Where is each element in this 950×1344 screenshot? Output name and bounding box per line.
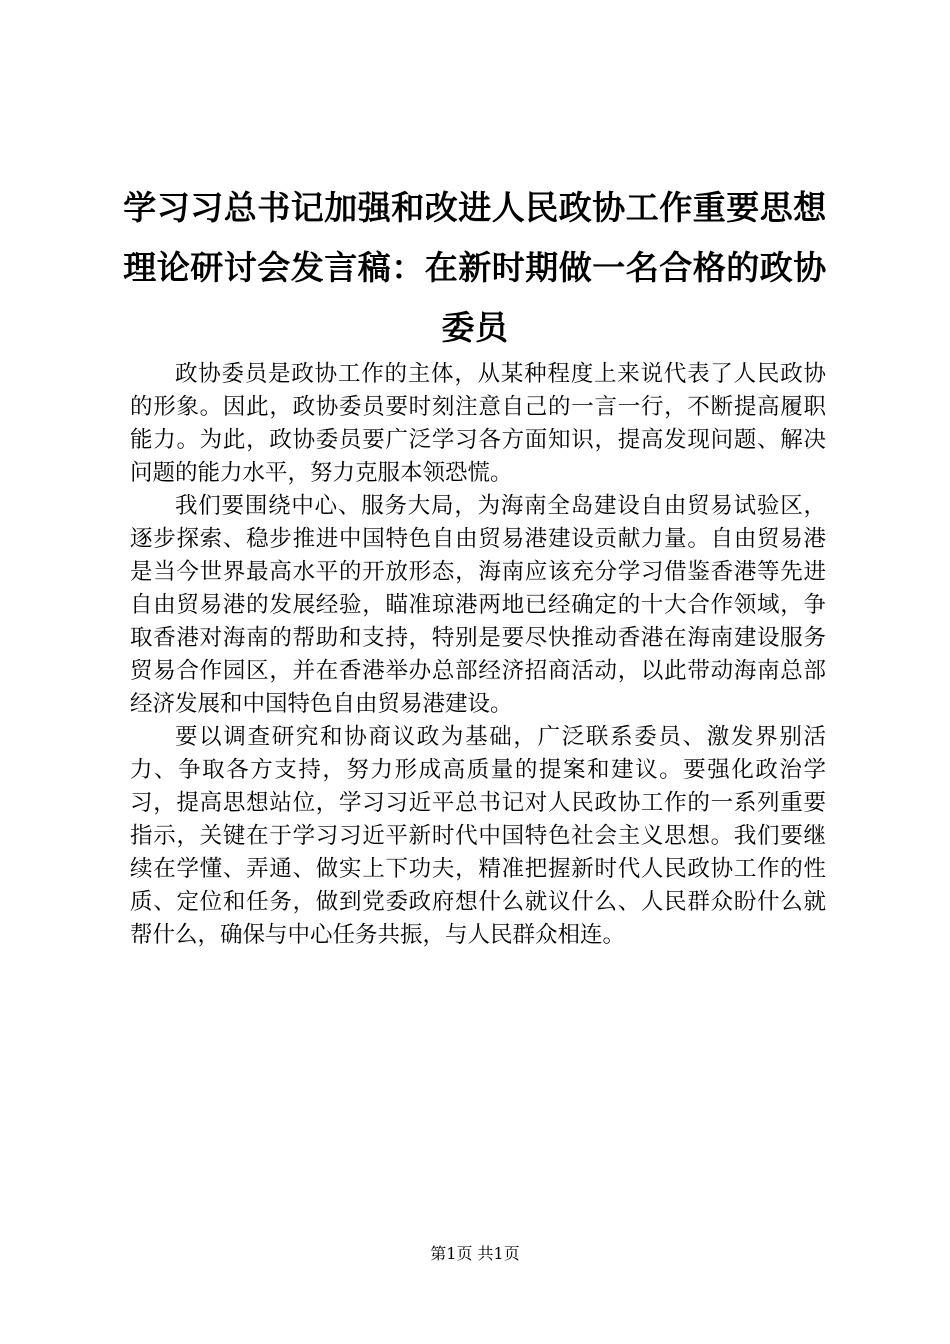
page-footer: 第1页 共1页	[430, 1244, 520, 1263]
paragraph-2: 我们要围绕中心、服务大局，为海南全岛建设自由贸易试验区，逐步探索、稳步推进中国特色自由贸易港建设贡献力量。自由贸易港是当今世界最高水平的开放形态，海南应该充分学习借鉴香港等先进自由贸易港的发展经验，瞄准琼港两地已经确定的十大合作领域，争取香港对海南的帮助和支持，特别是要尽快推动香港在海南建设服务贸易合作园区，并在香港举办总部经济招商活动，以此带动海南总部经济发展和中国特色自由贸易港建设。	[130, 493, 826, 717]
paragraph-3: 要以调查研究和协商议政为基础，广泛联系委员、激发界别活力、争取各方支持，努力形成高质量的提案和建议。要强化政治学习，提高思想站位，学习习近平总书记对人民政协工作的一系列重要指示，关键在于学习习近平新时代中国特色社会主义思想。我们要继续在学懂、弄通、做实上下功夫，精准把握新时代人民政协工作的性质、定位和任务，做到党委政府想什么就议什么、人民群众盼什么就帮什么，确保与中心任务共振，与人民群众相连。	[130, 724, 826, 948]
paragraph-1: 政协委员是政协工作的主体，从某种程度上来说代表了人民政协的形象。因此，政协委员要时刻注意自己的一言一行，不断提高履职能力。为此，政协委员要广泛学习各方面知识，提高发现问题、解决问题的能力水平，努力克服本领恐慌。	[130, 361, 826, 486]
document-body	[130, 358, 826, 952]
document-title: 学习习总书记加强和改进人民政协工作重要思想理论研讨会发言稿：在新时期做一名合格的政协委员	[123, 188, 827, 347]
